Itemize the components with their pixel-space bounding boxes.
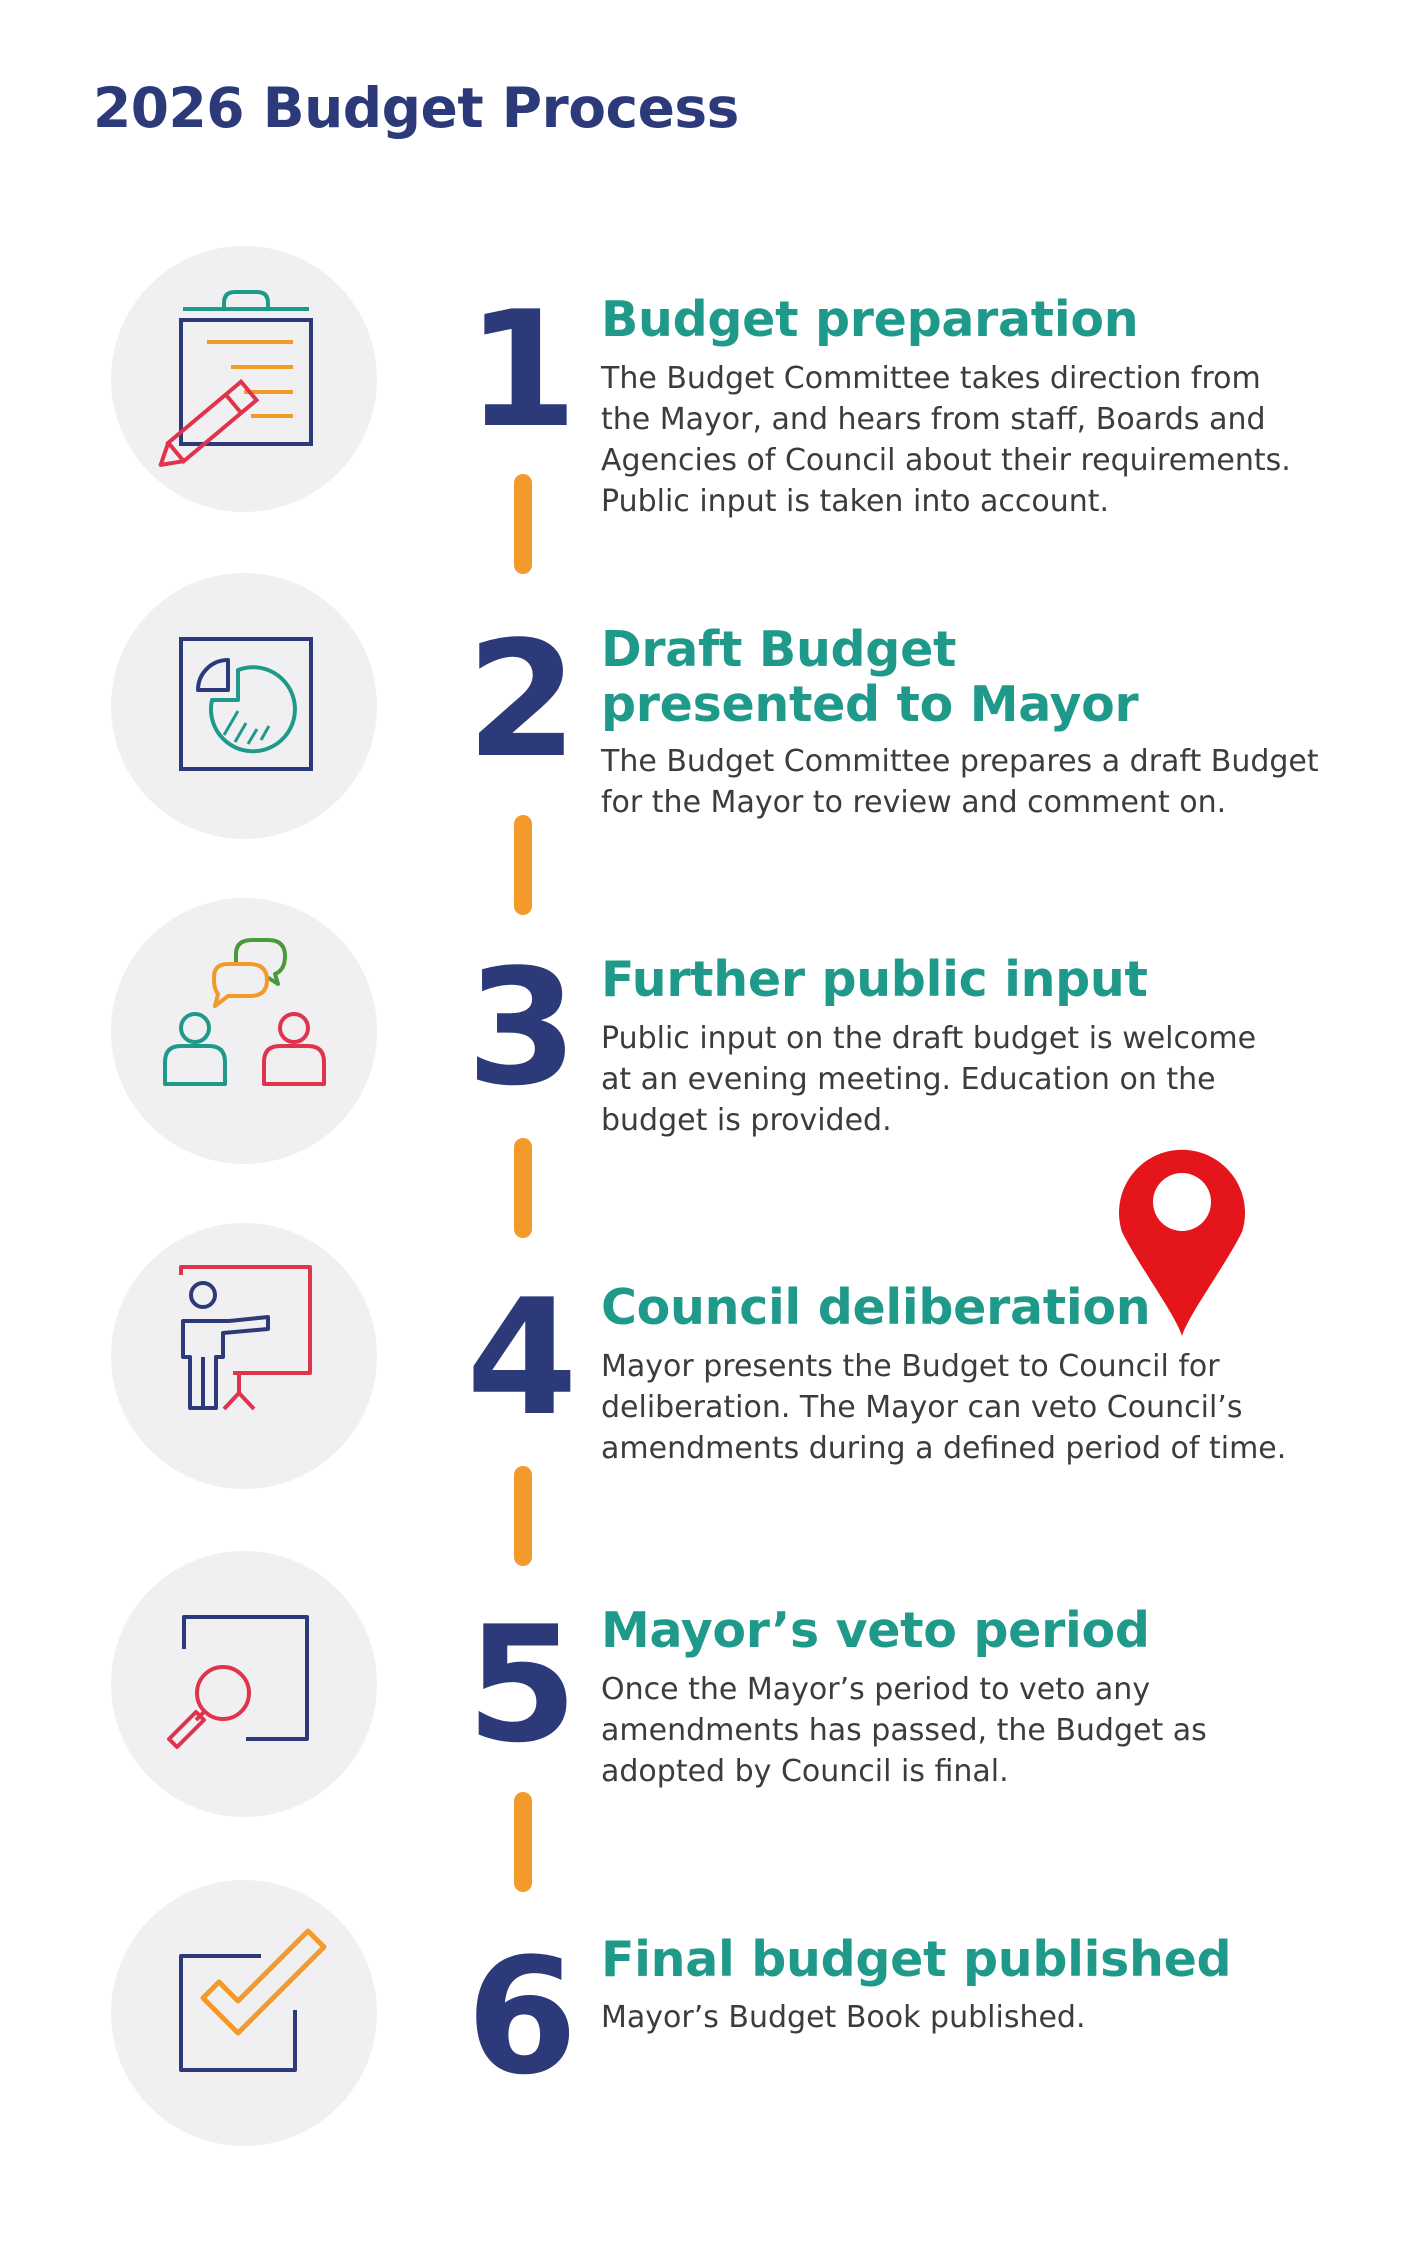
step-3-title: Further public input	[601, 951, 1148, 1008]
step-connector-1	[514, 474, 532, 574]
location-pin-icon	[1117, 1136, 1247, 1336]
step-5-icon-circle	[111, 1551, 377, 1817]
step-2-title: Draft Budget presented to Mayor	[601, 621, 1139, 733]
step-2-description: The Budget Committee prepares a draft Budget for the Mayor to review and comment on.	[601, 744, 1319, 820]
step-4-number: 4	[466, 1264, 574, 1451]
step-5-number: 5	[466, 1591, 574, 1778]
step-connector-5	[514, 1792, 532, 1892]
step-3-number: 3	[466, 934, 574, 1121]
pie-chart-icon	[111, 573, 377, 839]
step-6-icon-circle	[111, 1880, 377, 2146]
step-4-icon-circle	[111, 1223, 377, 1489]
step-4-title: Council deliberation	[601, 1279, 1151, 1336]
step-4-description: Mayor presents the Budget to Council for deliberation. The Mayor can veto Council’s amendments during a defined period of time.	[601, 1349, 1287, 1466]
conversation-icon	[111, 898, 377, 1164]
step-6-title: Final budget published	[601, 1931, 1232, 1988]
step-1-description: The Budget Committee takes direction from the Mayor, and hears from staff, Boards and Agencies of Council about their requirements. Public input is taken into account.	[601, 361, 1291, 519]
clipboard-pencil-icon	[111, 246, 377, 512]
step-connector-2	[514, 815, 532, 915]
checkbox-icon	[111, 1880, 377, 2146]
step-1-title: Budget preparation	[601, 291, 1139, 348]
step-6-number: 6	[466, 1923, 574, 2110]
step-connector-4	[514, 1466, 532, 1566]
step-6-description: Mayor’s Budget Book published.	[601, 2000, 1086, 2035]
step-5-description: Once the Mayor’s period to veto any amendments has passed, the Budget as adopted by Council is final.	[601, 1672, 1207, 1789]
step-connector-3	[514, 1138, 532, 1238]
magnifier-icon	[111, 1551, 377, 1817]
step-1-number: 1	[466, 276, 574, 463]
step-3-icon-circle	[111, 898, 377, 1164]
step-3-description: Public input on the draft budget is welcome at an evening meeting. Education on the budget is provided.	[601, 1021, 1257, 1138]
step-5-title: Mayor’s veto period	[601, 1602, 1150, 1659]
step-2-number: 2	[466, 606, 574, 793]
presentation-icon	[111, 1223, 377, 1489]
page-title: 2026 Budget Process	[93, 76, 739, 140]
step-1-icon-circle	[111, 246, 377, 512]
step-2-icon-circle	[111, 573, 377, 839]
